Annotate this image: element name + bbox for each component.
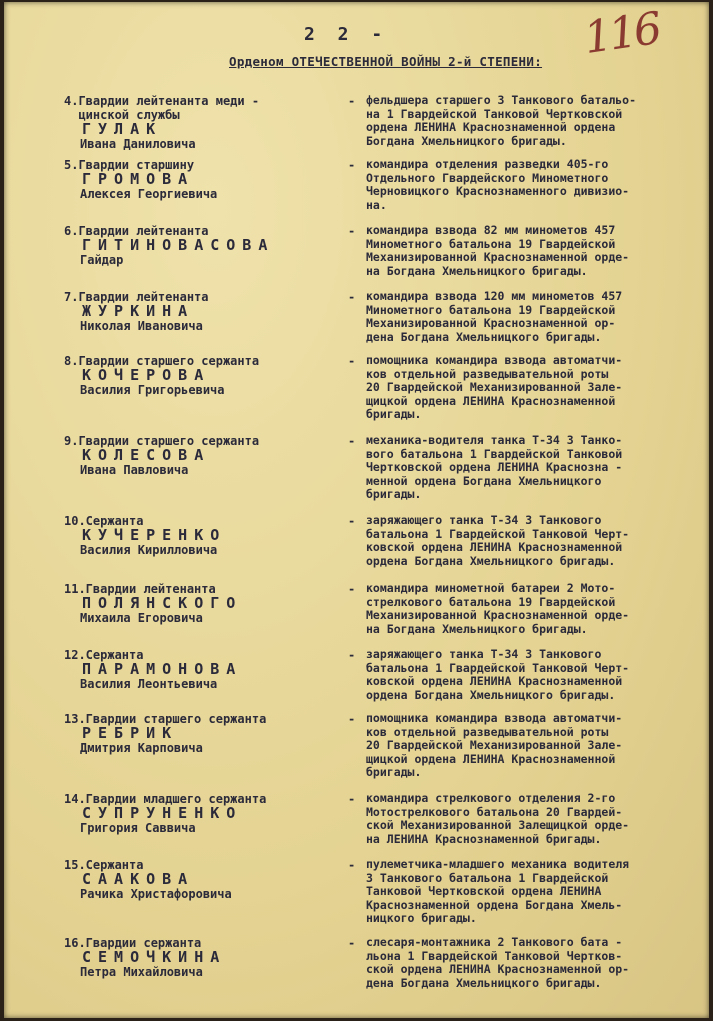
separator-dash: - — [348, 158, 356, 172]
document-page — [4, 2, 709, 1018]
separator-dash: - — [348, 582, 356, 596]
recipient-surname: КУЧЕРЕНКО — [82, 526, 227, 544]
recipient — [64, 224, 344, 267]
recipient — [64, 936, 344, 979]
separator-dash: - — [348, 224, 356, 238]
recipient-surname: ГУЛАК — [82, 120, 163, 138]
recipient — [64, 858, 344, 901]
recipient — [64, 94, 344, 151]
recipient-position: слесаря-монтажника 2 Танкового бата - льона 1 Гвардейской Танковой Чертков- ской ордена ЛЕНИНА Краснознаменной ор- дена Богдана Хмельницкого бригады. — [366, 935, 630, 990]
recipient-position: командира стрелкового отделения 2-го Мотострелкового батальона 20 Гвардей- ской Механизированной Залещицкой орде- на ЛЕНИНА Краснознаменной бригады. — [366, 791, 630, 846]
recipient-surname: ЖУРКИНА — [82, 302, 195, 320]
recipient-position: заряжающего танка Т-34 3 Танкового батальона 1 Гвардейской Танковой Черт- ковской ордена ЛЕНИНА Краснознаменной ордена Богдана Хмельницкого бригады. — [366, 647, 630, 702]
recipient — [64, 792, 344, 835]
recipient-given-name: Николая Ивановича — [80, 319, 203, 333]
recipient-position: командира отделения разведки 405-го Отдельного Гвардейского Минометного Черновицкого Краснознаменного дивизио- на. — [366, 157, 630, 212]
recipient-surname: КОЧЕРОВА — [82, 366, 211, 384]
recipient-rank: 9.Гвардии старшего сержанта — [64, 434, 260, 448]
recipient-rank: 14.Гвардии младшего сержанта — [64, 792, 267, 806]
recipient — [64, 648, 344, 691]
separator-dash: - — [348, 290, 356, 304]
separator-dash: - — [348, 354, 356, 368]
recipient-given-name: Петра Михайловича — [80, 965, 203, 979]
recipient — [64, 290, 344, 333]
recipient — [64, 712, 344, 755]
recipient-position: помощника командира взвода автоматчи- ков отдельной разведывательной роты 20 Гвардейской Механизированной Зале- щицкой ордена ЛЕНИНА Краснознаменной бригады. — [366, 353, 623, 421]
recipient-surname: ПАРАМОНОВА — [82, 660, 243, 678]
recipient-rank: 15.Сержанта — [64, 858, 144, 872]
recipient-surname: ПОЛЯНСКОГО — [82, 594, 243, 612]
recipient-given-name: Гайдар — [80, 253, 124, 267]
recipient-surname: ГИТИНОВАСОВА — [82, 236, 275, 254]
recipient-position: командира взвода 120 мм минометов 457 Минометного батальона 19 Гвардейской Механизированной Краснознаменной ор- дена Богдана Хмельницкого бригады. — [366, 289, 623, 344]
recipient-given-name: Ивана Павловича — [80, 463, 189, 477]
recipient-position: командира взвода 82 мм минометов 457 Минометного батальона 19 Гвардейской Механизированной Краснознаменной орде- на Богдана Хмельницкого бригады. — [366, 223, 630, 278]
separator-dash: - — [348, 514, 356, 528]
recipient-given-name: Василия Григорьевича — [80, 383, 225, 397]
separator-dash: - — [348, 434, 356, 448]
separator-dash: - — [348, 648, 356, 662]
recipient-rank: 5.Гвардии старшину — [64, 158, 195, 172]
recipient-rank: 4.Гвардии лейтенанта меди - цинской службы — [64, 94, 260, 122]
recipient-position: пулеметчика-младшего механика водителя 3 Танкового батальона 1 Гвардейской Танковой Чертковской ордена ЛЕНИНА Краснознаменной ордена Богдана Хмель- ницкого бригады. — [366, 857, 630, 925]
recipient-surname: КОЛЕСОВА — [82, 446, 211, 464]
recipient-given-name: Ивана Даниловича — [80, 137, 196, 151]
recipient-surname: СЕМОЧКИНА — [82, 948, 227, 966]
recipient-surname: ГРОМОВА — [82, 170, 195, 188]
recipient-given-name: Алексея Георгиевича — [80, 187, 218, 201]
recipient-position: командира минометной батареи 2 Мото- стрелкового батальона 19 Гвардейской Механизированной Краснознаменной орде- на Богдана Хмельницкого бригады. — [366, 581, 630, 636]
handwritten-number: 116 — [580, 3, 663, 64]
recipient-position: механика-водителя танка Т-34 3 Танко- вого батальона 1 Гвардейской Танковой Чертковской ордена ЛЕНИНА Краснозна - менной ордена Богдана Хмельницкого бригады. — [366, 433, 623, 501]
recipient-given-name: Дмитрия Карповича — [80, 741, 203, 755]
recipient-surname: СУПРУНЕНКО — [82, 804, 243, 822]
page-number: 2 2 - — [304, 24, 389, 45]
recipient-rank: 12.Сержанта — [64, 648, 144, 662]
recipient-surname: РЕБРИК — [82, 724, 179, 742]
recipient — [64, 354, 344, 397]
recipient-rank: 16.Гвардии сержанта — [64, 936, 202, 950]
recipient-rank: 6.Гвардии лейтенанта — [64, 224, 209, 238]
recipient — [64, 434, 344, 477]
recipient-position: заряжающего танка Т-34 3 Танкового батальона 1 Гвардейской Танковой Черт- ковской ордена ЛЕНИНА Краснознаменной ордена Богдана Хмельницкого бригады. — [366, 513, 630, 568]
separator-dash: - — [348, 936, 356, 950]
recipient-position: помощника командира взвода автоматчи- ков отдельной разведывательной роты 20 Гвардейской Механизированной Зале- щицкой ордена ЛЕНИНА Краснознаменной бригады. — [366, 711, 623, 779]
recipient-rank: 7.Гвардии лейтенанта — [64, 290, 209, 304]
recipient-given-name: Михаила Егоровича — [80, 611, 203, 625]
recipient — [64, 582, 344, 625]
recipient — [64, 158, 344, 201]
recipient-rank: 13.Гвардии старшего сержанта — [64, 712, 267, 726]
separator-dash: - — [348, 792, 356, 806]
award-entries — [4, 2, 709, 1018]
recipient-rank: 8.Гвардии старшего сержанта — [64, 354, 260, 368]
recipient-rank: 11.Гвардии лейтенанта — [64, 582, 216, 596]
recipient-position: фельдшера старшего 3 Танкового батальо- на 1 Гвардейской Танковой Чертковской ордена ЛЕНИНА Краснознаменной ордена Богдана Хмельницкого бригады. — [366, 93, 637, 148]
recipient-given-name: Григория Саввича — [80, 821, 196, 835]
award-heading: Орденом ОТЕЧЕСТВЕННОЙ ВОЙНЫ 2-й СТЕПЕНИ: — [229, 54, 543, 69]
recipient-surname: СААКОВА — [82, 870, 195, 888]
recipient-rank: 10.Сержанта — [64, 514, 144, 528]
separator-dash: - — [348, 712, 356, 726]
separator-dash: - — [348, 858, 356, 872]
recipient-given-name: Василия Кирилловича — [80, 543, 218, 557]
recipient-given-name: Рачика Христафоровича — [80, 887, 232, 901]
recipient — [64, 514, 344, 557]
separator-dash: - — [348, 94, 356, 108]
recipient-given-name: Василия Леонтьевича — [80, 677, 218, 691]
